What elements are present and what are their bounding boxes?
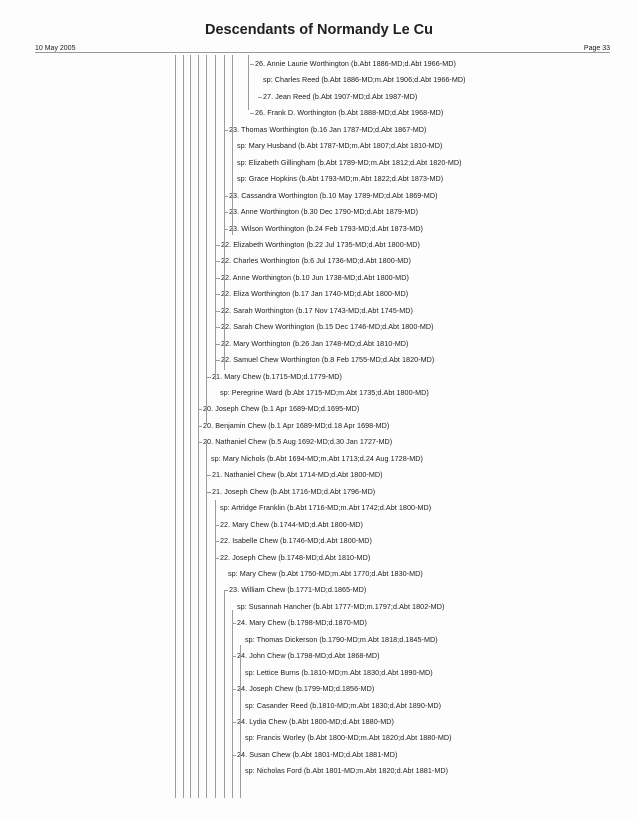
descendant-entry: 20. Benjamin Chew (b.1 Apr 1689-MD;d.18 Apr 1698-MD) bbox=[203, 420, 390, 430]
spouse-entry: sp: Nicholas Ford (b.Abt 1801-MD;m.Abt 1820;d.Abt 1881-MD) bbox=[245, 766, 449, 776]
descendant-entry: 21. Joseph Chew (b.Abt 1716-MD;d.Abt 1796-MD) bbox=[212, 486, 376, 496]
page-title: Descendants of Normandy Le Cu bbox=[204, 22, 433, 38]
tree-connector bbox=[216, 327, 220, 328]
tree-connector bbox=[216, 344, 220, 345]
tree-connector bbox=[216, 261, 220, 262]
descendant-entry: 22. Joseph Chew (b.1748-MD;d.Abt 1810-MD) bbox=[220, 552, 371, 562]
descendant-entry: 22. Mary Worthington (b.26 Jan 1748-MD;d.Abt 1810-MD) bbox=[221, 338, 409, 348]
spouse-entry: sp: Artridge Franklin (b.Abt 1716-MD;m.Abt 1742;d.Abt 1800-MD) bbox=[220, 503, 432, 513]
tree-connector bbox=[216, 245, 220, 246]
descendant-entry: 20. Joseph Chew (b.1 Apr 1689-MD;d.1695-MD) bbox=[203, 404, 360, 414]
spouse-entry: sp: Susannah Hancher (b.Abt 1777-MD;m.1797;d.Abt 1802-MD) bbox=[237, 601, 445, 611]
page-number: Page 33 bbox=[583, 45, 610, 52]
spouse-entry: sp: Mary Chew (b.Abt 1750-MD;m.Abt 1770;d.Abt 1830-MD) bbox=[228, 568, 423, 578]
tree-guide-line bbox=[248, 55, 249, 110]
descendant-entry: 22. Sarah Worthington (b.17 Nov 1743-MD;d.Abt 1745-MD) bbox=[221, 305, 413, 315]
descendant-entry: 24. Mary Chew (b.1798-MD;d.1870-MD) bbox=[237, 618, 367, 628]
print-date: 10 May 2005 bbox=[35, 45, 76, 52]
descendant-entry: 23. Cassandra Worthington (b.10 May 1789-MD;d.Abt 1869-MD) bbox=[229, 190, 438, 200]
tree-connector bbox=[250, 113, 254, 114]
descendant-entry: 23. Thomas Worthington (b.16 Jan 1787-MD;d.Abt 1867-MD) bbox=[229, 124, 427, 134]
spouse-entry: sp: Thomas Dickerson (b.1790-MD;m.Abt 1818;d.1845-MD) bbox=[245, 634, 438, 644]
tree-connector bbox=[207, 475, 211, 476]
descendant-entry: 23. Wilson Worthington (b.24 Feb 1793-MD;d.Abt 1873-MD) bbox=[229, 223, 423, 233]
spouse-entry: sp: Lettice Burns (b.1810-MD;m.Abt 1830;d.Abt 1890-MD) bbox=[245, 667, 433, 677]
spouse-entry: sp: Charles Reed (b.Abt 1886-MD;m.Abt 1906;d.Abt 1966-MD) bbox=[263, 75, 466, 85]
descendant-entry: 22. Samuel Chew Worthington (b.8 Feb 1755-MD;d.Abt 1820-MD) bbox=[221, 355, 435, 365]
descendant-entry: 24. John Chew (b.1798-MD;d.Abt 1868-MD) bbox=[237, 651, 380, 661]
tree-guide-line bbox=[224, 55, 225, 370]
tree-guide-line bbox=[206, 55, 207, 425]
tree-connector bbox=[216, 360, 220, 361]
tree-connector bbox=[207, 492, 211, 493]
tree-guide-line bbox=[183, 55, 184, 798]
tree-guide-line bbox=[190, 55, 191, 798]
tree-connector bbox=[258, 97, 262, 98]
descendant-entry: 22. Mary Chew (b.1744-MD;d.Abt 1800-MD) bbox=[220, 519, 363, 529]
spouse-entry: sp: Mary Nichols (b.Abt 1694-MD;m.Abt 1713;d.24 Aug 1728-MD) bbox=[211, 453, 423, 463]
spouse-entry: sp: Francis Worley (b.Abt 1800-MD;m.Abt 1820;d.Abt 1880-MD) bbox=[245, 733, 452, 743]
descendant-entry: 26. Annie Laurie Worthington (b.Abt 1886-MD;d.Abt 1966-MD) bbox=[255, 59, 456, 68]
descendant-entry: 22. Eliza Worthington (b.17 Jan 1740-MD;d.Abt 1800-MD) bbox=[221, 289, 409, 299]
descendant-entry: 21. Mary Chew (b.1715-MD;d.1779-MD) bbox=[212, 371, 342, 381]
descendant-entry: 24. Susan Chew (b.Abt 1801-MD;d.Abt 1881-MD) bbox=[237, 749, 398, 759]
descendant-entry: 24. Joseph Chew (b.1799-MD;d.1856-MD) bbox=[237, 684, 375, 694]
tree-guide-line bbox=[215, 500, 216, 798]
tree-guide-line bbox=[240, 645, 241, 798]
descendant-entry: 22. Anne Worthington (b.10 Jun 1738-MD;d.Abt 1800-MD) bbox=[221, 272, 409, 282]
tree-guide-line bbox=[232, 55, 233, 235]
descendant-entry: 27. Jean Reed (b.Abt 1907-MD;d.Abt 1987-MD) bbox=[263, 91, 418, 101]
tree-connector bbox=[216, 311, 220, 312]
spouse-entry: sp: Casander Reed (b.1810-MD;m.Abt 1830;d.Abt 1890-MD) bbox=[245, 700, 442, 710]
spouse-entry: sp: Peregrine Ward (b.Abt 1715-MD;m.Abt 1735;d.Abt 1800-MD) bbox=[220, 388, 429, 397]
header-rule bbox=[35, 52, 610, 53]
descendant-entry: 20. Nathaniel Chew (b.5 Aug 1692-MD;d.30 Jan 1727-MD) bbox=[203, 437, 393, 447]
tree-guide-line bbox=[224, 590, 225, 798]
descendant-entry: 23. William Chew (b.1771-MD;d.1865-MD) bbox=[229, 585, 367, 595]
spouse-entry: sp: Elizabeth Gillingham (b.Abt 1789-MD;m.Abt 1812;d.Abt 1820-MD) bbox=[237, 157, 462, 167]
tree-connector bbox=[250, 64, 254, 65]
tree-guide-line bbox=[206, 440, 207, 798]
tree-guide-line bbox=[175, 55, 176, 798]
spouse-entry: sp: Mary Husband (b.Abt 1787-MD;m.Abt 1807;d.Abt 1810-MD) bbox=[237, 141, 443, 151]
spouse-entry: sp: Grace Hopkins (b.Abt 1793-MD;m.Abt 1822;d.Abt 1873-MD) bbox=[237, 174, 444, 184]
descendant-entry: 21. Nathaniel Chew (b.Abt 1714-MD;d.Abt 1800-MD) bbox=[212, 470, 383, 480]
tree-guide-line bbox=[198, 55, 199, 798]
tree-guide-line bbox=[232, 610, 233, 798]
descendant-entry: 22. Elizabeth Worthington (b.22 Jul 1735-MD;d.Abt 1800-MD) bbox=[221, 239, 420, 249]
tree-guide-line bbox=[215, 55, 216, 380]
descendant-entry: 22. Charles Worthington (b.6 Jul 1736-MD;d.Abt 1800-MD) bbox=[221, 256, 411, 266]
tree-connector bbox=[216, 294, 220, 295]
tree-connector bbox=[216, 278, 220, 279]
descendant-entry: 24. Lydia Chew (b.Abt 1800-MD;d.Abt 1880-MD) bbox=[237, 717, 394, 726]
descendant-entry: 22. Sarah Chew Worthington (b.15 Dec 1746-MD;d.Abt 1800-MD) bbox=[221, 322, 434, 332]
descendant-entry: 23. Anne Worthington (b.30 Dec 1790-MD;d.Abt 1879-MD) bbox=[229, 207, 419, 217]
tree-connector bbox=[207, 377, 211, 378]
descendant-entry: 26. Frank D. Worthington (b.Abt 1888-MD;d.Abt 1968-MD) bbox=[255, 108, 444, 118]
descendant-entry: 22. Isabelle Chew (b.1746-MD;d.Abt 1800-MD) bbox=[220, 536, 372, 546]
